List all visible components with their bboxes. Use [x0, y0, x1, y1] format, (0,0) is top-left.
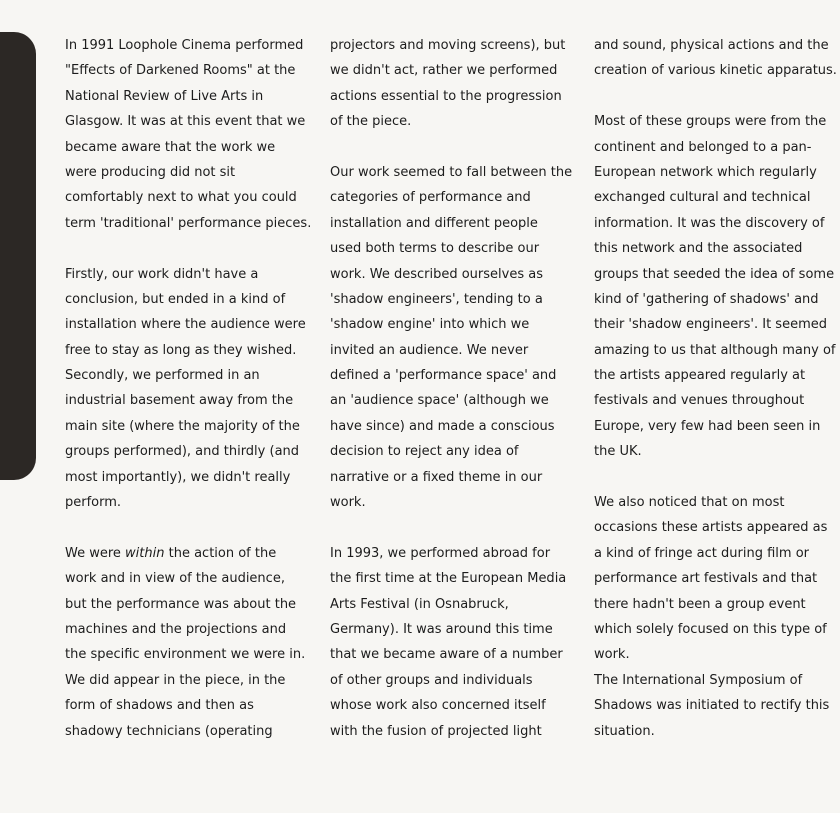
text-column-1: [65, 33, 312, 744]
text-line: of other groups and individuals: [330, 672, 533, 688]
text-line: occasions these artists appeared as: [594, 520, 828, 536]
text-line: European network which regularly: [594, 164, 817, 180]
text-line: decision to reject any idea of: [330, 444, 519, 460]
text-line: categories of performance and: [330, 190, 531, 206]
text-line: the first time at the European Media: [330, 571, 567, 587]
text-line: which solely focused on this type of: [594, 621, 827, 637]
text-line: work. We described ourselves as: [330, 266, 543, 282]
text-line: machines and the projections and: [65, 621, 287, 637]
text-line: the UK.: [594, 444, 642, 460]
text-line: situation.: [594, 723, 655, 739]
text-line: industrial basement away from the: [65, 393, 294, 409]
text-line: defined a 'performance space' and: [330, 368, 557, 384]
text-line: information. It was the discovery of: [594, 215, 825, 231]
text-line: Glasgow. It was at this event that we: [65, 114, 306, 130]
text-line: work.: [330, 495, 366, 511]
text-line: Shadows was initiated to rectify this: [594, 698, 830, 714]
text-line: that we became aware of a number: [330, 647, 563, 663]
text-line: groups that seeded the idea of some: [594, 266, 835, 282]
text-line: of the piece.: [330, 114, 412, 130]
text-line: creation of various kinetic apparatus.: [594, 63, 837, 79]
text-line: We did appear in the piece, in the: [65, 672, 286, 688]
text-line: form of shadows and then as: [65, 698, 254, 714]
text-line: perform.: [65, 495, 122, 511]
text-line: narrative or a fixed theme in our: [330, 469, 543, 485]
paragraph-gap: [65, 515, 305, 540]
paragraph-gap: [65, 236, 305, 261]
text-line: Firstly, our work didn't have a: [65, 266, 259, 282]
text-line: shadowy technicians (operating: [65, 723, 273, 739]
text-line: projectors and moving screens), but: [330, 38, 566, 53]
text-line: became aware that the work we: [65, 139, 276, 155]
text-line: main site (where the majority of the: [65, 418, 300, 434]
text-line: Arts Festival (in Osnabruck,: [330, 596, 509, 612]
text-line: Our work seemed to fall between the: [330, 164, 573, 180]
text-line: most importantly), we didn't really: [65, 469, 291, 485]
text-line: free to stay as long as they wished.: [65, 342, 297, 358]
text-column-2: [330, 33, 573, 744]
text-line: whose work also concerned itself: [330, 698, 546, 714]
text-line: exchanged cultural and technical: [594, 190, 811, 206]
paragraph-gap: [594, 465, 834, 490]
text-line: Europe, very few had been seen in: [594, 418, 821, 434]
text-line: continent and belonged to a pan-: [594, 139, 812, 155]
text-line: National Review of Live Arts in: [65, 88, 264, 104]
text-line: installation where the audience were: [65, 317, 306, 333]
text-line: were producing did not sit: [65, 164, 236, 180]
text-line: term 'traditional' performance pieces.: [65, 215, 312, 231]
text-line: 'shadow engineers', tending to a: [330, 291, 543, 307]
text-line: an 'audience space' (although we: [330, 393, 549, 409]
text-line: festivals and venues throughout: [594, 393, 805, 409]
text-line: actions essential to the progression: [330, 88, 562, 104]
text-line: conclusion, but ended in a kind of: [65, 291, 286, 307]
text-line: the specific environment we were in.: [65, 647, 306, 663]
text-line: invited an audience. We never: [330, 342, 529, 358]
paragraph-gap: [330, 135, 570, 160]
text-line: used both terms to describe our: [330, 241, 540, 257]
text-line: comfortably next to what you could: [65, 190, 297, 206]
dark-side-tab: [0, 32, 36, 480]
text-line: performance art festivals and that: [594, 571, 818, 587]
text-line: groups performed), and thirdly (and: [65, 444, 300, 460]
text-line: Secondly, we performed in an: [65, 368, 260, 384]
text-line: The International Symposium of: [594, 672, 803, 688]
text-line: installation and different people: [330, 215, 538, 231]
text-line: a kind of fringe act during film or: [594, 545, 809, 561]
text-line: We were within the action of the: [65, 545, 277, 561]
text-line: Most of these groups were from the: [594, 114, 827, 130]
text-line: we didn't act, rather we performed: [330, 63, 558, 79]
text-line: this network and the associated: [594, 241, 803, 257]
text-line: We also noticed that on most: [594, 495, 785, 511]
text-line: their 'shadow engineers'. It seemed: [594, 317, 827, 333]
text-line: amazing to us that although many of: [594, 342, 836, 358]
text-line: "Effects of Darkened Rooms" at the: [65, 63, 296, 79]
text-line: In 1991 Loophole Cinema performed: [65, 38, 304, 53]
text-line: kind of 'gathering of shadows' and: [594, 291, 819, 307]
text-line: but the performance was about the: [65, 596, 297, 612]
text-line: there hadn't been a group event: [594, 596, 806, 612]
text-line: work.: [594, 647, 630, 663]
text-line: and sound, physical actions and the: [594, 38, 829, 53]
text-line: work and in view of the audience,: [65, 571, 285, 587]
text-line: In 1993, we performed abroad for: [330, 545, 551, 561]
text-line: have since) and made a conscious: [330, 418, 555, 434]
text-line: 'shadow engine' into which we: [330, 317, 530, 333]
text-line: the artists appeared regularly at: [594, 368, 806, 384]
text-column-3: [594, 33, 837, 744]
paragraph-gap: [330, 515, 570, 540]
paragraph-gap: [594, 84, 834, 109]
text-line: with the fusion of projected light: [330, 723, 542, 739]
text-line: Germany). It was around this time: [330, 621, 553, 637]
emphasis-word: within: [125, 545, 165, 561]
